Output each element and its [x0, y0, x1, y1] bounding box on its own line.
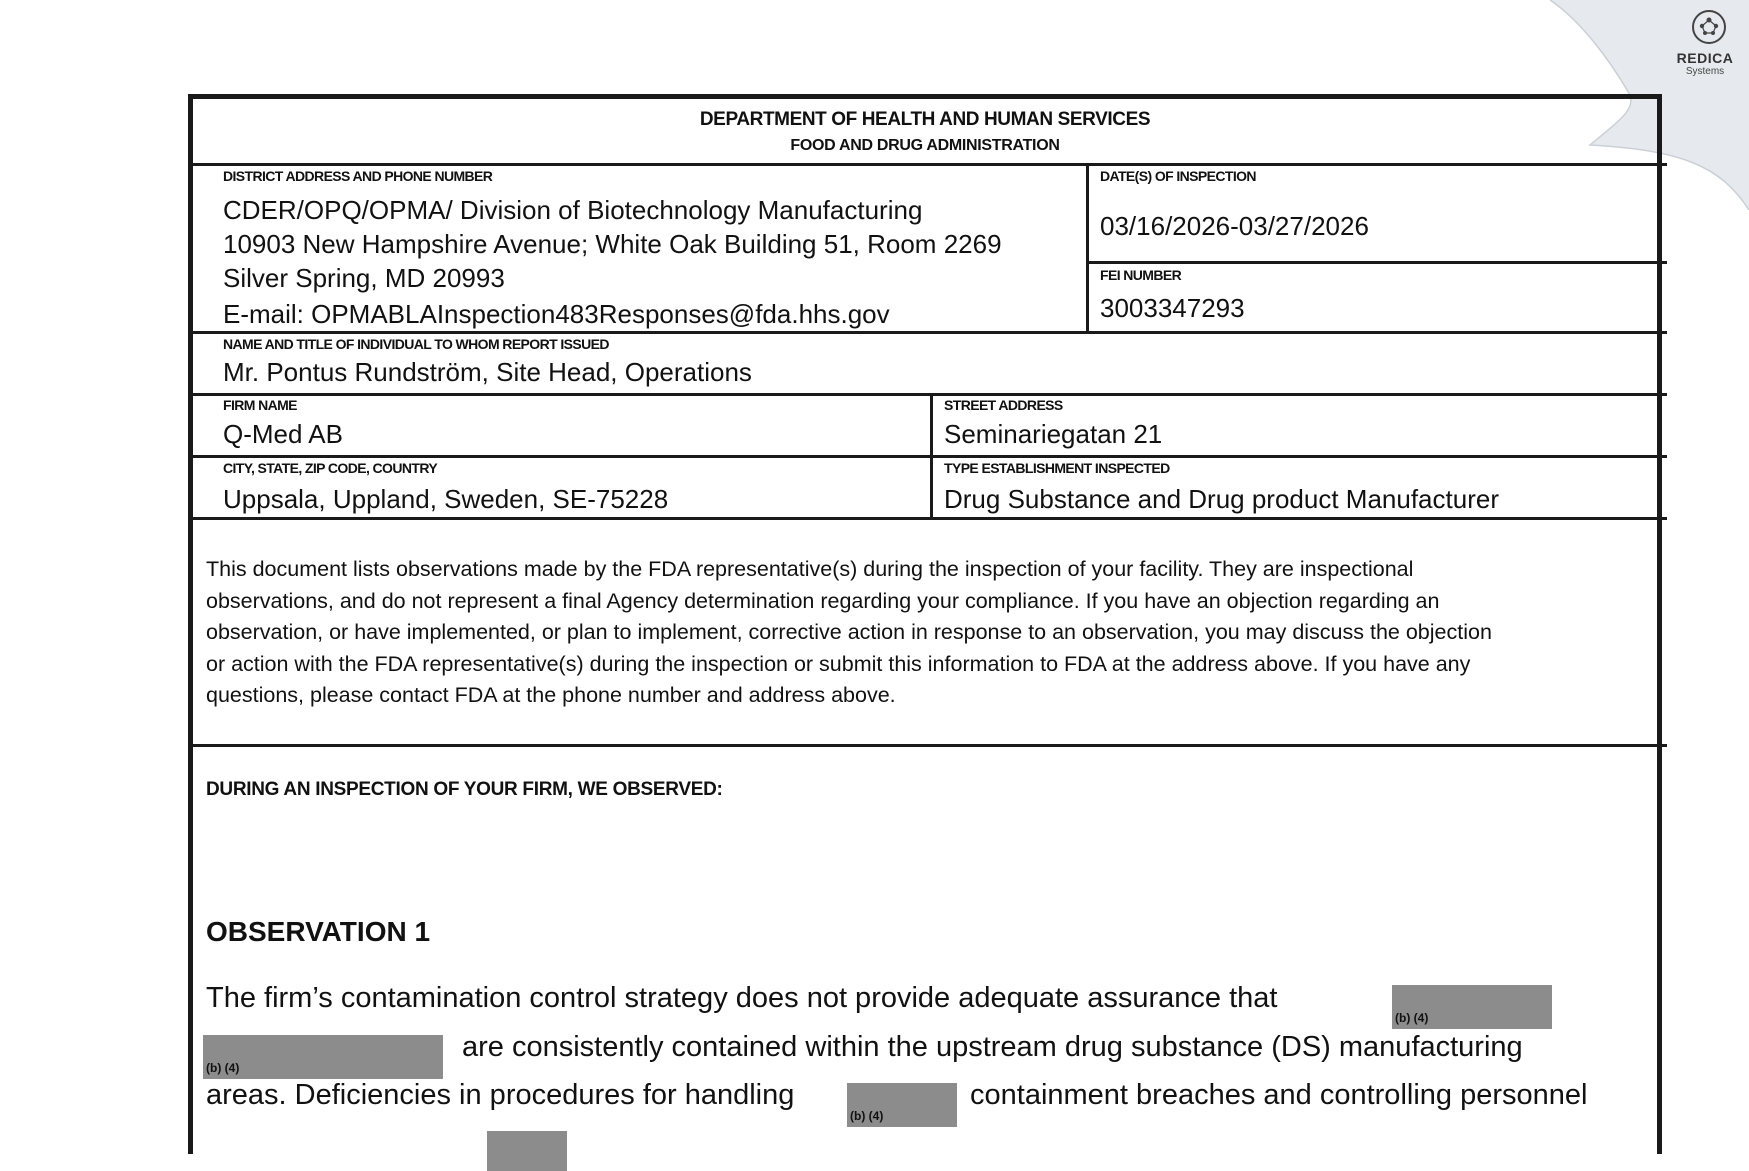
fda-483-form	[188, 94, 1662, 1154]
establishment-label: TYPE ESTABLISHMENT INSPECTED	[944, 460, 1170, 476]
redica-logo-icon	[1690, 8, 1728, 46]
disclaimer-line: observations, and do not represent a final Agency determination regarding your compliance. If you have an objection regarding an	[206, 588, 1440, 613]
redaction-label: (b) (4)	[206, 1061, 240, 1075]
redaction-block	[847, 1083, 957, 1127]
city-value: Uppsala, Uppland, Sweden, SE-75228	[223, 484, 669, 514]
district-line-1: CDER/OPQ/OPMA/ Division of Biotechnology Manufacturing	[223, 195, 923, 225]
inspection-dates-value: 03/16/2026-03/27/2026	[1100, 211, 1369, 241]
redaction-block	[1392, 985, 1552, 1029]
observation-line-1: The firm’s contamination control strategy does not provide adequate assurance that	[206, 982, 1278, 1014]
observation-title: OBSERVATION 1	[206, 916, 431, 947]
rule-header	[193, 163, 1667, 166]
redaction-block	[203, 1035, 443, 1079]
disclaimer-line: This document lists observations made by the FDA representative(s) during the inspection of your facility. They are inspectional	[206, 557, 1414, 581]
individual-label: NAME AND TITLE OF INDIVIDUAL TO WHOM REPORT ISSUED	[223, 336, 609, 352]
watermark-brand: REDICA	[1676, 50, 1734, 66]
rule-individual	[193, 331, 1667, 334]
redaction-label: (b) (4)	[1395, 1011, 1429, 1025]
rule-district-divider	[1086, 163, 1089, 331]
agency-heading: FOOD AND DRUG ADMINISTRATION	[790, 137, 1060, 154]
individual-value: Mr. Pontus Rundström, Site Head, Operations	[223, 357, 752, 387]
observation-line-3a: areas. Deficiencies in procedures for handling	[206, 1079, 795, 1111]
rule-disclaimer	[193, 517, 1667, 520]
rule-city	[193, 455, 1667, 458]
disclaimer-paragraph	[206, 554, 1646, 712]
street-value: Seminariegatan 21	[944, 419, 1163, 449]
city-label: CITY, STATE, ZIP CODE, COUNTRY	[223, 460, 438, 476]
disclaimer-line: or action with the FDA representative(s) during the inspection or submit this information to FDA at the address above. If you have any	[206, 651, 1471, 676]
inspection-dates-label: DATE(S) OF INSPECTION	[1100, 168, 1256, 184]
street-label: STREET ADDRESS	[944, 397, 1063, 413]
district-line-2: 10903 New Hampshire Avenue; White Oak Building 51, Room 2269	[223, 229, 1002, 259]
observation-line-2: are consistently contained within the upstream drug substance (DS) manufacturing	[462, 1031, 1523, 1063]
disclaimer-line: observation, or have implemented, or plan to implement, corrective action in response to an observation, you may discuss the objection	[206, 620, 1492, 644]
observation-line-3b: containment breaches and controlling personnel	[970, 1079, 1588, 1111]
district-label: DISTRICT ADDRESS AND PHONE NUMBER	[223, 168, 493, 184]
district-line-3: Silver Spring, MD 20993	[223, 263, 505, 293]
fei-value: 3003347293	[1100, 293, 1245, 323]
watermark-sub: Systems	[1685, 66, 1725, 77]
firm-value: Q-Med AB	[223, 419, 343, 449]
district-email: E-mail: OPMABLAInspection483Responses@fda.hhs.gov	[223, 299, 890, 329]
fei-label: FEI NUMBER	[1100, 267, 1182, 283]
disclaimer-line: questions, please contact FDA at the phone number and address above.	[206, 683, 896, 707]
department-heading: DEPARTMENT OF HEALTH AND HUMAN SERVICES	[699, 109, 1151, 130]
rule-dates-fei	[1086, 261, 1667, 264]
observed-heading: DURING AN INSPECTION OF YOUR FIRM, WE OBSERVED:	[206, 779, 723, 800]
rule-observations	[193, 744, 1667, 747]
establishment-value: Drug Substance and Drug product Manufacturer	[944, 484, 1499, 514]
redaction-block	[487, 1131, 567, 1171]
redaction-label: (b) (4)	[850, 1109, 884, 1123]
firm-label: FIRM NAME	[223, 397, 297, 413]
